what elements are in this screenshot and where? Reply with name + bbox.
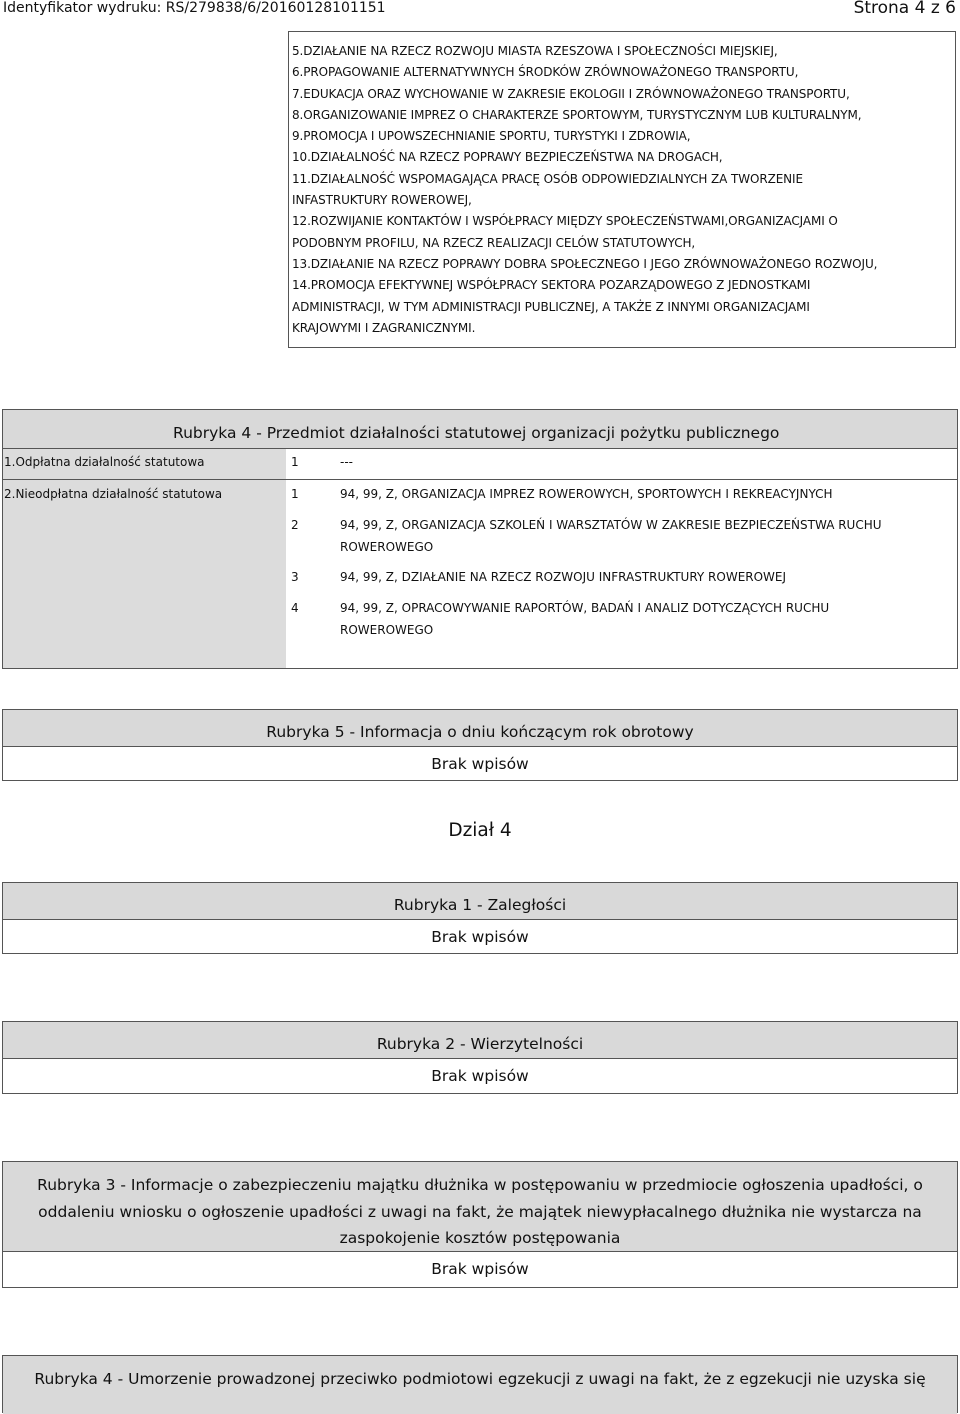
- d4-rubryka3-title-line: oddaleniu wniosku o ogłoszenie upadłości z uwagi na fakt, że majątek niewypłacalnego dłużnika nie wystarcza na: [38, 1202, 922, 1221]
- activity-table: [2, 449, 958, 669]
- statutory-goals-list: [288, 31, 956, 348]
- d4-rubryka3-section: [2, 1161, 958, 1288]
- list-item: INFASTRUKTURY ROWEROWEJ,: [292, 193, 472, 208]
- table-row: 94, 99, Z, DZIAŁANIE NA RZECZ ROZWOJU INFRASTRUKTURY ROWEROWEJ: [340, 570, 787, 584]
- d4-rubryka4-section: [2, 1355, 958, 1413]
- table-row: 94, 99, Z, OPRACOWYWANIE RAPORTÓW, BADAŃ I ANALIZ DOTYCZĄCYCH RUCHU: [340, 601, 830, 615]
- rubryka5-section: [2, 709, 958, 781]
- table-row-number: 3: [291, 570, 299, 584]
- divider: [2, 479, 958, 480]
- print-identifier: Identyfikator wydruku: RS/279838/6/20160128101151: [3, 0, 386, 16]
- rubryka5-title: Rubryka 5 - Informacja o dniu kończącym rok obrotowy: [3, 710, 957, 747]
- d4-rubryka4-title: Rubryka 4 - Umorzenie prowadzonej przeciwko podmiotowi egzekucji z uwagi na fakt, że z egzekucji nie uzyska się: [3, 1356, 957, 1414]
- table-row: 94, 99, Z, ORGANIZACJA IMPREZ ROWEROWYCH, SPORTOWYCH I REKREACYJNYCH: [340, 487, 833, 501]
- d4-rubryka1-title: Rubryka 1 - Zaległości: [3, 883, 957, 920]
- d4-rubryka3-value: Brak wpisów: [431, 1260, 529, 1278]
- d4-rubryka2-section: [2, 1021, 958, 1094]
- d4-rubryka1-value: Brak wpisów: [431, 928, 529, 946]
- table-row-number: 4: [291, 601, 299, 615]
- d4-rubryka3-title-line: Rubryka 3 - Informacje o zabezpieczeniu majątku dłużnika w postępowaniu w przedmiocie ogłoszenia upadłości, o: [37, 1176, 923, 1194]
- section-heading: Dział 4: [448, 820, 512, 841]
- list-item: 14.PROMOCJA EFEKTYWNEJ WSPÓŁPRACY SEKTORA POZARZĄDOWEGO Z JEDNOSTKAMI: [292, 278, 811, 293]
- list-item: 11.DZIAŁALNOŚĆ WSPOMAGAJĄCA PRACĘ OSÓB ODPOWIEDZIALNYCH ZA TWORZENIE: [292, 171, 803, 186]
- rubryka4-activity-title: Rubryka 4 - Przedmiot działalności statutowej organizacji pożytku publicznego: [2, 409, 958, 449]
- table-row-number: 2: [291, 518, 299, 532]
- table-row-continuation: ROWEROWEGO: [340, 540, 434, 554]
- d4-rubryka1-section: [2, 882, 958, 954]
- list-item: 8.ORGANIZOWANIE IMPREZ O CHARAKTERZE SPORTOWYM, TURYSTYCZNYM LUB KULTURALNYM,: [292, 107, 862, 122]
- list-item: ADMINISTRACJI, W TYM ADMINISTRACJI PUBLICZNEJ, A TAKŻE Z INNYMI ORGANIZACJAMI: [292, 299, 810, 314]
- d4-rubryka3-title: [3, 1162, 957, 1252]
- list-item: 9.PROMOCJA I UPOWSZECHNIANIE SPORTU, TURYSTYKI I ZDROWIA,: [292, 129, 691, 144]
- rubryka5-value: Brak wpisów: [431, 755, 529, 773]
- list-item: 12.ROZWIJANIE KONTAKTÓW I WSPÓŁPRACY MIĘDZY SPOŁECZEŃSTWAMI,ORGANIZACJAMI O: [292, 214, 838, 229]
- paid-activity-label: 1.Odpłatna działalność statutowa: [4, 455, 205, 469]
- table-row: 94, 99, Z, ORGANIZACJA SZKOLEŃ I WARSZTATÓW W ZAKRESIE BEZPIECZEŃSTWA RUCHU: [340, 518, 882, 532]
- table-row-continuation: ROWEROWEGO: [340, 623, 434, 637]
- unpaid-activity-label: 2.Nieodpłatna działalność statutowa: [4, 487, 223, 501]
- list-item: 10.DZIAŁALNOŚĆ NA RZECZ POPRAWY BEZPIECZEŃSTWA NA DROGACH,: [292, 150, 723, 165]
- list-item: 13.DZIAŁANIE NA RZECZ POPRAWY DOBRA SPOŁECZNEGO I JEGO ZRÓWNOWAŻONEGO ROZWOJU,: [292, 256, 878, 271]
- list-item: PODOBNYM PROFILU, NA RZECZ REALIZACJI CELÓW STATUTOWYCH,: [292, 235, 696, 250]
- d4-rubryka3-title-line: zaspokojenie kosztów postępowania: [339, 1229, 621, 1247]
- table-row-number: 1: [291, 487, 299, 501]
- page-number: Strona 4 z 6: [853, 0, 956, 18]
- list-item: 6.PROPAGOWANIE ALTERNATYWNYCH ŚRODKÓW ZRÓWNOWAŻONEGO TRANSPORTU,: [292, 65, 799, 80]
- paid-activity-value: ---: [340, 455, 353, 469]
- d4-rubryka2-title: Rubryka 2 - Wierzytelności: [3, 1022, 957, 1059]
- paid-activity-number: 1: [291, 455, 299, 469]
- list-item: 5.DZIAŁANIE NA RZECZ ROZWOJU MIASTA RZESZOWA I SPOŁECZNOŚCI MIEJSKIEJ,: [292, 44, 778, 58]
- list-item: 7.EDUKACJA ORAZ WYCHOWANIE W ZAKRESIE EKOLOGII I ZRÓWNOWAŻONEGO TRANSPORTU,: [292, 86, 850, 101]
- d4-rubryka2-value: Brak wpisów: [431, 1067, 529, 1085]
- list-item: KRAJOWYMI I ZAGRANICZNYMI.: [292, 320, 476, 335]
